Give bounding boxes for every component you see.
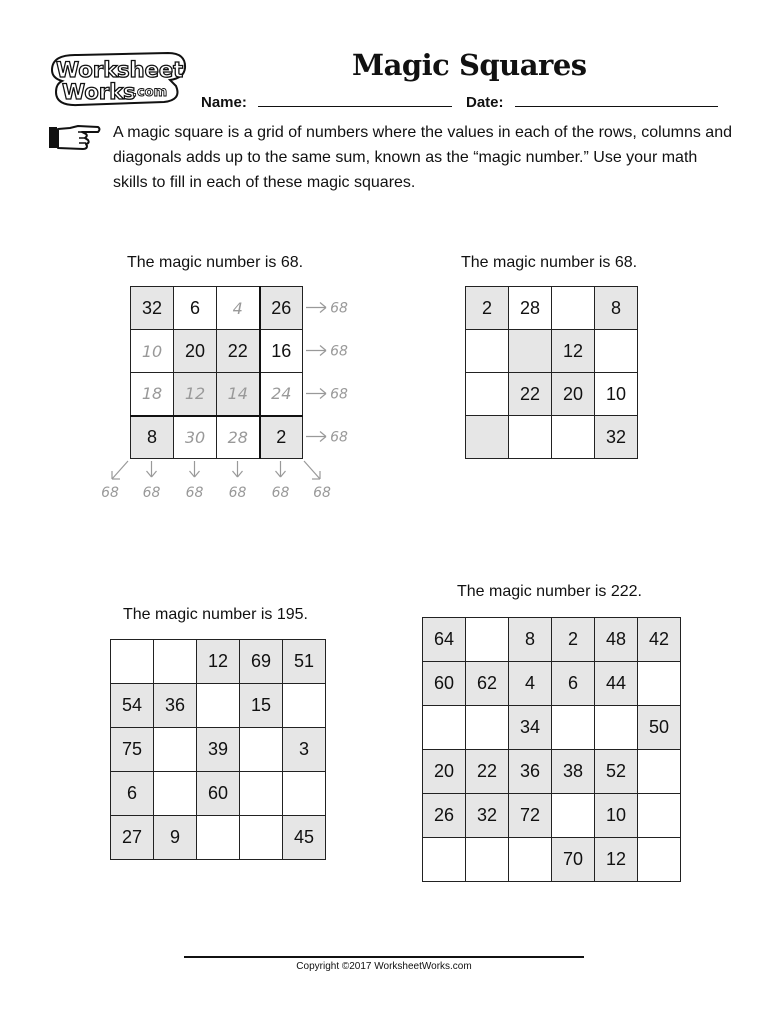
given-cell: 10 — [595, 794, 638, 838]
grid-row — [466, 416, 638, 459]
answer-cell: 28 — [217, 416, 260, 459]
puzzle-2-caption: The magic number is 68. — [461, 254, 638, 271]
magic-square-4 — [422, 617, 681, 882]
given-cell: 28 — [509, 287, 552, 330]
page-title: Magic Squares — [352, 48, 587, 82]
given-cell: 72 — [509, 794, 552, 838]
given-cell: 3 — [283, 728, 326, 772]
column-sum-label: 68 — [185, 485, 204, 501]
given-cell: 39 — [197, 728, 240, 772]
answer-cell: 12 — [174, 373, 217, 416]
given-cell: 51 — [283, 640, 326, 684]
row-sum-arrow-head — [320, 389, 326, 394]
answer-cell: 14 — [217, 373, 260, 416]
column-sum-label: 68 — [228, 485, 247, 501]
given-cell: 42 — [638, 618, 681, 662]
given-cell: 45 — [283, 816, 326, 860]
empty-cell[interactable] — [509, 416, 552, 459]
grid-row — [423, 706, 681, 750]
given-cell: 8 — [595, 287, 638, 330]
given-cell: 16 — [260, 330, 303, 373]
given-cell: 32 — [131, 287, 174, 330]
empty-cell[interactable] — [466, 838, 509, 882]
grid-row — [423, 838, 681, 882]
column-sum-arrow-head — [276, 471, 281, 477]
empty-cell[interactable] — [552, 794, 595, 838]
diagonal-sum-arrow — [112, 461, 128, 479]
grid-row — [466, 373, 638, 416]
empty-cell[interactable] — [111, 640, 154, 684]
magic-square-3 — [110, 639, 326, 860]
given-cell: 64 — [423, 618, 466, 662]
empty-cell[interactable] — [638, 662, 681, 706]
row-sum-arrow-head — [320, 308, 326, 313]
column-sum-arrow-head — [190, 471, 195, 477]
empty-cell[interactable] — [423, 838, 466, 882]
magic-square-2 — [465, 286, 638, 459]
given-cell: 12 — [552, 330, 595, 373]
given-cell: 44 — [595, 662, 638, 706]
empty-cell[interactable] — [466, 618, 509, 662]
puzzle-4-caption: The magic number is 222. — [457, 583, 642, 600]
given-cell: 52 — [595, 750, 638, 794]
empty-cell[interactable] — [197, 816, 240, 860]
date-label: Date: — [466, 94, 504, 111]
given-cell: 26 — [260, 287, 303, 330]
empty-cell[interactable] — [283, 772, 326, 816]
given-cell: 2 — [466, 287, 509, 330]
empty-cell[interactable] — [509, 838, 552, 882]
given-cell: 70 — [552, 838, 595, 882]
logo-suffix: .com — [132, 85, 168, 100]
given-cell: 9 — [154, 816, 197, 860]
row-sum-label: 68 — [330, 386, 348, 403]
empty-cell[interactable] — [197, 684, 240, 728]
empty-cell[interactable] — [638, 794, 681, 838]
given-cell: 8 — [131, 416, 174, 459]
column-sum-arrow-head — [233, 471, 238, 477]
answer-cell: 4 — [217, 287, 260, 330]
empty-cell[interactable] — [552, 416, 595, 459]
given-cell: 15 — [240, 684, 283, 728]
grid-row — [423, 750, 681, 794]
empty-cell[interactable] — [595, 330, 638, 373]
given-cell: 20 — [423, 750, 466, 794]
column-sum-arrow-head — [152, 471, 157, 477]
instructions-text: A magic square is a grid of numbers where the values in each of the rows, columns and diagonals adds up to the same sum, known as the “magic number.” Use your math skills to fill in each of these magic squares. — [113, 124, 732, 191]
given-cell: 2 — [552, 618, 595, 662]
empty-cell[interactable] — [638, 838, 681, 882]
answer-cell: 30 — [174, 416, 217, 459]
answer-cell: 18 — [131, 373, 174, 416]
grid-row — [111, 684, 326, 728]
given-cell: 69 — [240, 640, 283, 684]
given-cell: 32 — [466, 794, 509, 838]
grid-row — [423, 662, 681, 706]
empty-cell[interactable] — [466, 706, 509, 750]
given-cell: 12 — [197, 640, 240, 684]
given-cell: 60 — [197, 772, 240, 816]
given-cell: 6 — [552, 662, 595, 706]
grid-row — [111, 728, 326, 772]
empty-cell[interactable] — [466, 416, 509, 459]
diagonal-sum-arrow — [304, 461, 320, 479]
given-cell: 50 — [638, 706, 681, 750]
given-cell: 36 — [509, 750, 552, 794]
logo-line2: Works — [62, 80, 136, 104]
empty-cell[interactable] — [595, 706, 638, 750]
grid-row — [111, 772, 326, 816]
column-sum-label: 68 — [271, 485, 290, 501]
grid-row — [466, 287, 638, 330]
given-cell: 32 — [595, 416, 638, 459]
given-cell: 36 — [154, 684, 197, 728]
given-cell: 26 — [423, 794, 466, 838]
answer-cell: 10 — [131, 330, 174, 373]
empty-cell[interactable] — [466, 330, 509, 373]
empty-cell[interactable] — [423, 706, 466, 750]
copyright-text: Copyright ©2017 WorksheetWorks.com — [296, 961, 472, 972]
grid-row — [423, 794, 681, 838]
given-cell: 4 — [509, 662, 552, 706]
given-cell: 54 — [111, 684, 154, 728]
empty-cell[interactable] — [552, 706, 595, 750]
column-sum-arrow-head — [238, 471, 243, 477]
given-cell: 38 — [552, 750, 595, 794]
empty-cell[interactable] — [283, 684, 326, 728]
given-cell: 6 — [174, 287, 217, 330]
given-cell: 27 — [111, 816, 154, 860]
row-sum-arrow-head — [320, 303, 326, 308]
column-sum-arrow-head — [195, 471, 200, 477]
row-sum-label: 68 — [330, 300, 348, 317]
column-sum-arrow-head — [147, 471, 152, 477]
name-label: Name: — [201, 94, 247, 111]
given-cell: 12 — [595, 838, 638, 882]
given-cell: 2 — [260, 416, 303, 459]
given-cell: 22 — [509, 373, 552, 416]
given-cell: 60 — [423, 662, 466, 706]
answer-cell: 24 — [260, 373, 303, 416]
empty-cell[interactable] — [154, 640, 197, 684]
column-sum-label: 68 — [142, 485, 161, 501]
given-cell: 20 — [174, 330, 217, 373]
grid-row — [111, 640, 326, 684]
empty-cell[interactable] — [466, 373, 509, 416]
row-sum-arrow-head — [320, 437, 326, 442]
given-cell: 22 — [466, 750, 509, 794]
row-sum-arrow-head — [320, 394, 326, 399]
empty-cell[interactable] — [638, 750, 681, 794]
empty-cell[interactable] — [240, 728, 283, 772]
footer-divider — [184, 956, 584, 958]
column-sum-arrow-head — [281, 471, 286, 477]
row-sum-arrow-head — [320, 346, 326, 351]
row-sum-arrow-head — [320, 432, 326, 437]
grid-row — [466, 330, 638, 373]
empty-cell[interactable] — [240, 816, 283, 860]
given-cell: 6 — [111, 772, 154, 816]
given-cell: 48 — [595, 618, 638, 662]
given-cell: 75 — [111, 728, 154, 772]
given-cell: 22 — [217, 330, 260, 373]
given-cell: 34 — [509, 706, 552, 750]
empty-cell[interactable] — [240, 772, 283, 816]
grid-row — [423, 618, 681, 662]
puzzle-3-caption: The magic number is 195. — [123, 606, 308, 623]
grid-row — [111, 816, 326, 860]
puzzle-1-caption: The magic number is 68. — [127, 254, 304, 271]
empty-cell[interactable] — [509, 330, 552, 373]
empty-cell[interactable] — [154, 772, 197, 816]
given-cell: 20 — [552, 373, 595, 416]
row-sum-label: 68 — [330, 429, 348, 446]
given-cell: 62 — [466, 662, 509, 706]
row-sum-label: 68 — [330, 343, 348, 360]
column-sum-label: 68 — [101, 485, 119, 501]
given-cell: 8 — [509, 618, 552, 662]
given-cell: 10 — [595, 373, 638, 416]
logo-line1: Worksheet — [56, 58, 184, 82]
empty-cell[interactable] — [552, 287, 595, 330]
empty-cell[interactable] — [154, 728, 197, 772]
column-sum-label: 68 — [313, 485, 331, 501]
row-sum-arrow-head — [320, 351, 326, 356]
